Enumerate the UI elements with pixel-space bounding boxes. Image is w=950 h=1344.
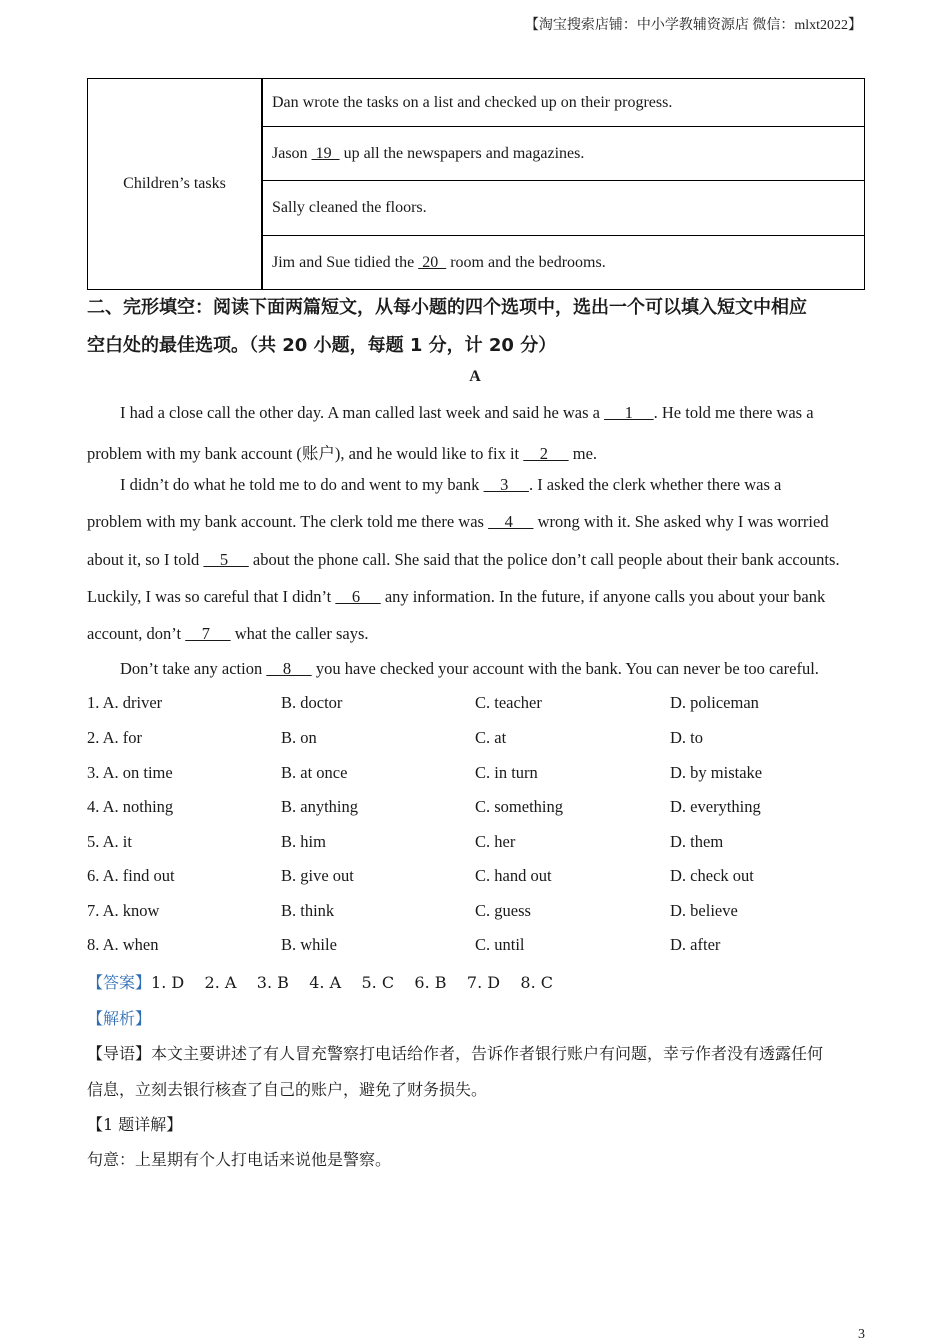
table-cell: Dan wrote the tasks on a list and checked up on their progress. [262,79,865,127]
answer-text: 1. D 2. A 3. B 4. A 5. C 6. B 7. D 8. C [151,973,553,992]
detail-text: 句意：上星期有个人打电话来说他是警察。 [87,1150,392,1169]
option: 8. A. when [87,935,159,954]
option: C. something [475,797,564,816]
table-cell: Jim and Sue tidied the 20 room and the bedrooms. [262,236,865,290]
blank-19: 19 [311,144,340,162]
answer-tag: 【答案】 [87,973,152,992]
page-header: 【淘宝搜索店铺：中小学教辅资源店 微信：mlxt2022】 [524,18,862,33]
passage-title: A [469,368,481,385]
option: B. doctor [281,693,343,712]
guide-line-cont: 信息，立刻去银行核查了自己的账户，避免了财务损失。 [87,1080,488,1099]
table-row [88,79,865,127]
option: C. in turn [475,763,538,782]
option: B. while [281,935,337,954]
option: 7. A. know [87,901,160,920]
option: B. on [281,728,317,747]
detail-title: 【1 题详解】 [87,1115,183,1134]
section-heading: 二、完形填空：阅读下面两篇短文，从每小题的四个选项中，选出一个可以填入短文中相应 [87,297,807,318]
option: 4. A. nothing [87,797,174,816]
option: D. to [670,728,703,747]
passage-line: Don’t take any action 8 you have checked your account with the bank. You can never be too careful. [120,659,819,678]
option: D. check out [670,866,754,885]
option: D. policeman [670,693,759,712]
passage-line: problem with my bank account (账户), and he would like to fix it 2 me. [87,444,598,463]
option: B. anything [281,797,358,816]
option: D. everything [670,797,761,816]
option: B. think [281,901,335,920]
option: B. give out [281,866,354,885]
option: 2. A. for [87,728,142,747]
table-cell: Sally cleaned the floors. [262,181,865,236]
option: 3. A. on time [87,763,173,782]
option: C. teacher [475,693,542,712]
children-tasks-table [87,78,865,290]
option: 1. A. driver [87,693,163,712]
table-label: Children’s tasks [88,79,263,290]
passage-line: account, don’t 7 what the caller says. [87,624,369,643]
passage-line: about it, so I told 5 about the phone call. She said that the police don’t call people about their bank accounts. [87,550,840,569]
section-heading-cont: 空白处的最佳选项。（共 20 小题，每题 1 分，计 20 分） [87,335,557,356]
option: C. until [475,935,525,954]
option: D. by mistake [670,763,763,782]
option: C. her [475,832,516,851]
option: B. at once [281,763,348,782]
passage-line: problem with my bank account. The clerk told me there was 4 wrong with it. She asked why I was worried [87,512,829,531]
option: B. him [281,832,326,851]
option: C. hand out [475,866,552,885]
option: D. believe [670,901,738,920]
option: C. at [475,728,507,747]
analysis-tag: 【解析】 [87,1009,152,1028]
passage-line: I had a close call the other day. A man called last week and said he was a 1 . He told me there was a [120,403,814,422]
table-cell: Jason 19 up all the newspapers and magazines. [262,127,865,181]
option: D. them [670,832,724,851]
option: 6. A. find out [87,866,175,885]
guide-line: 【导语】本文主要讲述了有人冒充警察打电话给作者，告诉作者银行账户有问题，幸亏作者没有透露任何 [87,1044,824,1063]
option: 5. A. it [87,832,132,851]
passage-line: Luckily, I was so careful that I didn’t 6 any information. In the future, if anyone calls you about your bank [87,587,826,606]
option: D. after [670,935,721,954]
answer-line [87,970,553,993]
option: C. guess [475,901,531,920]
passage-line: I didn’t do what he told me to do and went to my bank 3 . I asked the clerk whether there was a [120,475,782,494]
blank-20: 20 [418,253,447,271]
page-number: 3 [858,1327,865,1342]
